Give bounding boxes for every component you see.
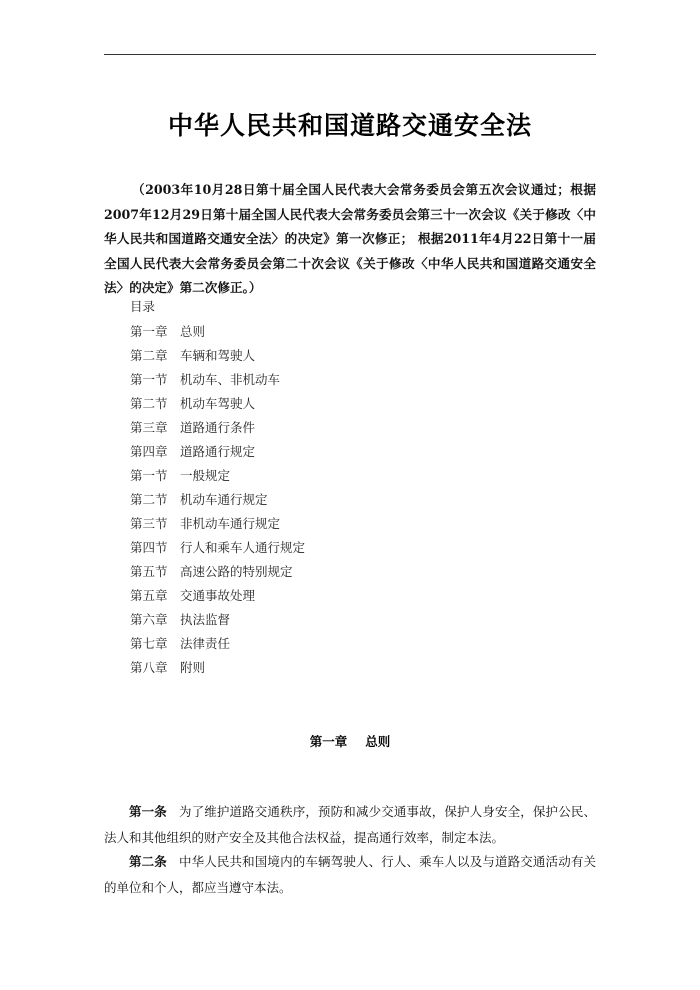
toc-item-title: 非机动车通行规定 [180, 516, 281, 531]
toc-item-number: 第七章 [130, 636, 168, 651]
article-label: 第二条 [129, 854, 167, 869]
toc-item [130, 320, 305, 344]
toc-item-title: 道路通行规定 [180, 444, 256, 459]
toc-item-title: 一般规定 [180, 468, 231, 483]
toc-item-title: 道路通行条件 [180, 420, 256, 435]
toc-item-number: 第二节 [130, 492, 168, 507]
toc-item-number: 第三节 [130, 516, 168, 531]
article-label: 第一条 [129, 804, 167, 819]
toc-item-title: 车辆和驾驶人 [180, 348, 256, 363]
toc-item [130, 464, 305, 488]
toc-item [130, 392, 305, 416]
toc-item-number: 第一节 [130, 468, 168, 483]
toc-item [130, 368, 305, 392]
toc-item [130, 560, 305, 584]
article [104, 849, 596, 901]
toc-item-number: 第四节 [130, 540, 168, 555]
toc-item-title: 总则 [180, 324, 206, 339]
toc-item [130, 584, 305, 608]
article [104, 799, 596, 851]
toc-item-number: 第五章 [130, 588, 168, 603]
toc-item-title: 法律责任 [180, 636, 231, 651]
toc-item-number: 第二章 [130, 348, 168, 363]
toc-item-title: 附则 [180, 660, 206, 675]
toc-item [130, 608, 305, 632]
toc-item-number: 第四章 [130, 444, 168, 459]
article-text: 为了维护道路交通秩序，预防和减少交通事故，保护人身安全，保护公民、法人和其他组织的财产安全及其他合法权益，提高通行效率，制定本法。 [104, 804, 596, 845]
toc-item-number: 第八章 [130, 660, 168, 675]
toc-item-title: 行人和乘车人通行规定 [180, 540, 306, 555]
table-of-contents [130, 320, 305, 680]
toc-item-number: 第一节 [130, 372, 168, 387]
toc-item-title: 执法监督 [180, 612, 231, 627]
toc-item-number: 第三章 [130, 420, 168, 435]
toc-item [130, 512, 305, 536]
toc-item-number: 第五节 [130, 564, 168, 579]
chapter-title: 总则 [365, 734, 391, 749]
toc-item [130, 656, 305, 680]
toc-item [130, 344, 305, 368]
toc-item-title: 机动车通行规定 [180, 492, 268, 507]
toc-item [130, 536, 305, 560]
preamble: （2003年10月28日第十届全国人民代表大会常务委员会第五次会议通过；根据2007年12月29日第十届全国人民代表大会常务委员会第三十一次会议《关于修改〈中华人民共和国道路交通安全法〉的决定》第一次修正； 根据2011年4月22日第十一届全国人民代表大会常务委员会第二十次会议《关于修改〈中华人民共和国道路交通安全法〉的决定》第二次修正。） [104, 182, 596, 295]
header-rule [104, 54, 596, 55]
toc-heading: 目录 [130, 299, 156, 314]
toc-item-title: 机动车驾驶人 [180, 396, 256, 411]
toc-item [130, 488, 305, 512]
toc-item [130, 632, 305, 656]
toc-item [130, 416, 305, 440]
chapter-heading [104, 732, 596, 750]
toc-item-number: 第二节 [130, 396, 168, 411]
toc-item-title: 高速公路的特别规定 [180, 564, 293, 579]
toc-item-title: 交通事故处理 [180, 588, 256, 603]
toc-item-number: 第六章 [130, 612, 168, 627]
article-text: 中华人民共和国境内的车辆驾驶人、行人、乘车人以及与道路交通活动有关的单位和个人，都应当遵守本法。 [104, 854, 596, 895]
toc-item [130, 440, 305, 464]
document-title: 中华人民共和国道路交通安全法 [167, 111, 532, 140]
toc-item-title: 机动车、非机动车 [180, 372, 281, 387]
toc-item-number: 第一章 [130, 324, 168, 339]
chapter-number: 第一章 [309, 734, 348, 749]
